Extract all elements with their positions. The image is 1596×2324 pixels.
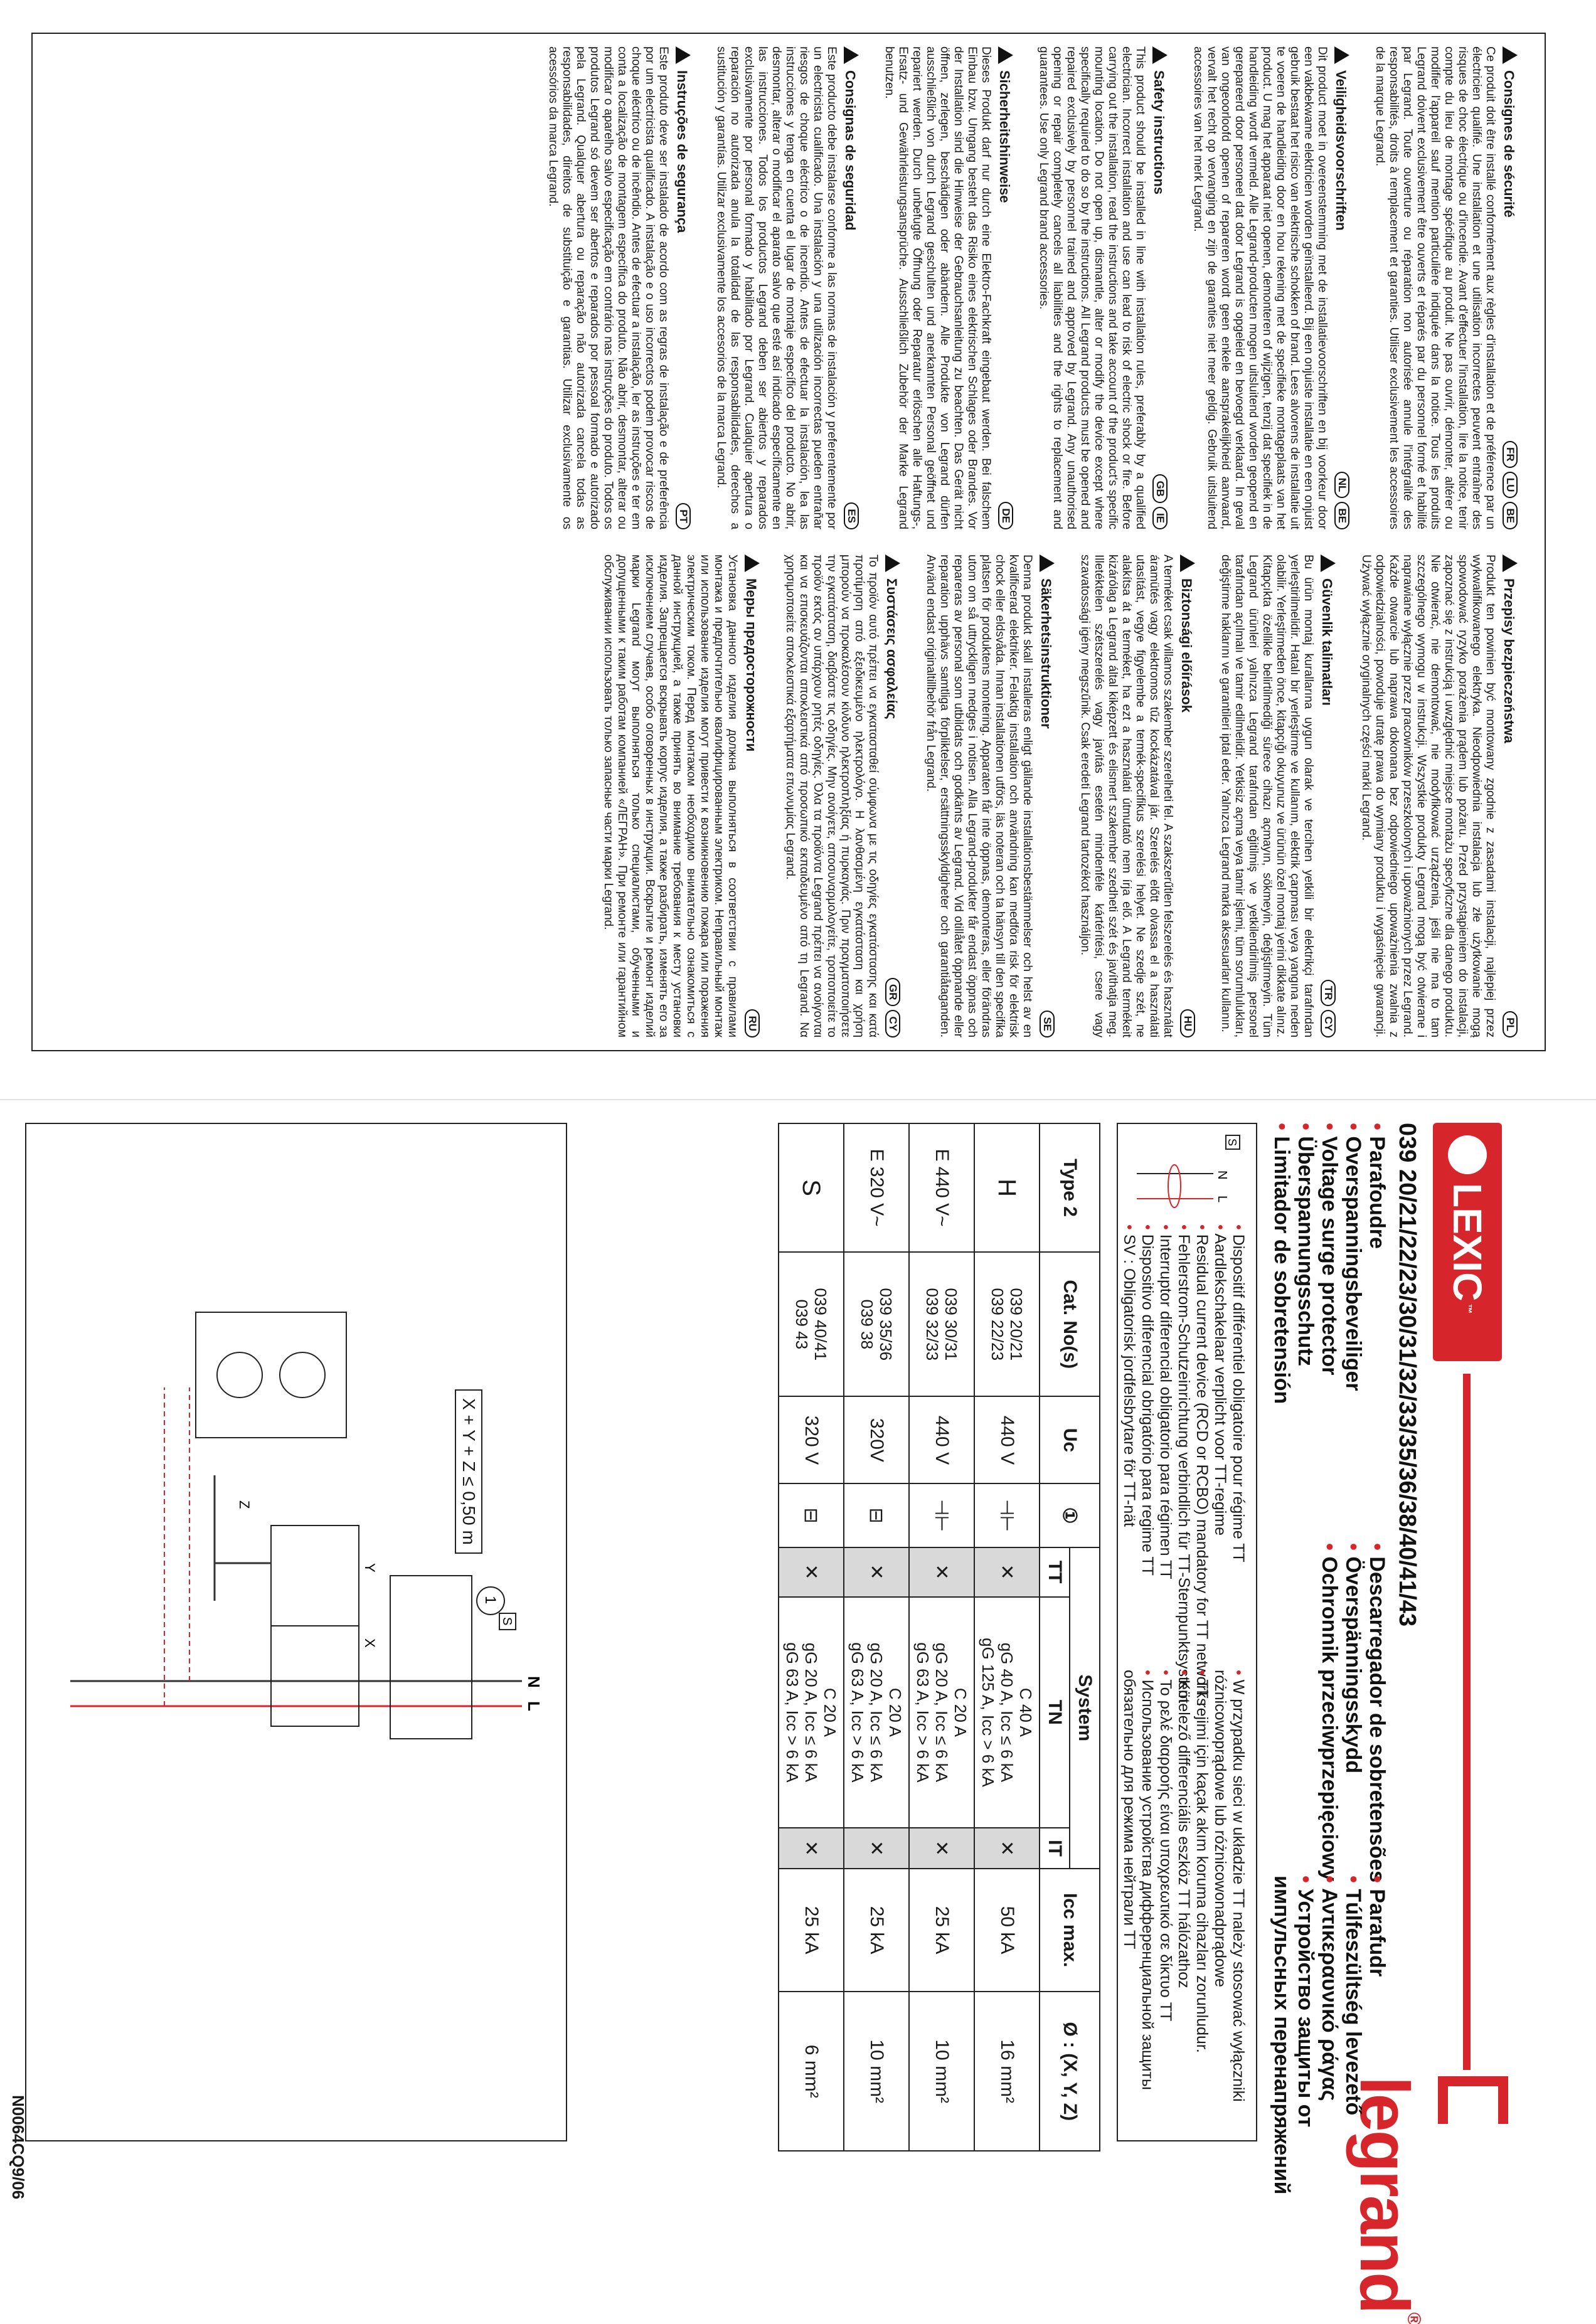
country-code-badge: HU [1180,1009,1195,1037]
symbol-l-label: L [1215,1196,1229,1203]
column-header: Icc max. [1040,1869,1100,1992]
safety-section-body: Dieses Produkt darf nur durch eine Elektro-Fachkraft eingebaut werden. Bei falschem Einbau bzw. Umgang besteht das Risiko eines elektrischen Schlages oder Brandes. Vor der Installation sind die Hinweise der Gebrauchsanleitung zu beachten. Das Gerät nicht öffnen, zerlegen, beschädigen oder abändern. Alle Produkte von Legrand dürfen ausschließlich von durch Legrand geschulten und anerkannten Personal geöffnet und repariert werden. Durch unbefugte Öffnung oder Reparatur erlöschen alle Haftungs-, Ersatz- und Gewährleistungsansprüche. Ausschließlich Zubehör der Marke Legrand benutzen. [883,46,992,529]
lexic-dot-icon [1448,1135,1487,1174]
safety-section [1218,554,1338,1037]
safety-section-header [1333,46,1351,529]
rcd-info-list-1 [1120,1224,1247,1706]
load-box [196,1312,346,1438]
country-codes [1334,472,1349,529]
not-applicable-cell: ✕ [844,1828,909,1868]
table-cell: E 320 V~ [844,1123,909,1252]
safety-section-title: Veiligheidsvoorschriften [1333,70,1349,231]
safety-section [923,554,1056,1037]
safety-section-title: Меры предосторожности [743,578,759,752]
symbol-n-label: N [1215,1170,1229,1180]
safety-section-header [996,46,1015,529]
table-cell: 25 kA [844,1869,909,1992]
rcd-info-line: • Το ρελέ διαρροής είναι υποχρεωτικό σε δίκτυο TT [1156,1670,1174,2140]
country-code-badge: CY [1321,1010,1336,1037]
country-code-badge: BE [1503,502,1518,529]
warning-icon [1180,554,1195,572]
lamp-icon [280,1352,325,1398]
table-cell: E 440 V~ [909,1123,974,1252]
safety-section [714,46,861,529]
safety-section-body: Dit product moet in overeenstemming met de installatievoorschriften en bij voorkeur door een vakbekwame elektricien worden geïnstalleerd. Bij een onjuiste installatie en een onjuist gebruik bestaat het risico van elektrische schokken of brand. Lees alvorens de installatie uit te voeren de handleiding door en hou rekening met de specifieke montageplaats van het product. U mag het apparaat niet openen, demonteren of wijzigen, tenzij dat specifiek in de handleiding wordt vermeld. Alle Legrand-producten mogen uitsluitend worden geopend en gerepareerd door personeel dat door Legrand is opgeleid en bevoegd verklaard. In geval van ongeoorloofd openen of repareren wordt geen enkele aansprakelijkheid aanvaard, vervalt het recht op vervanging en zijn de garanties niet meer geldig. Gebruik uitsluitend accessoires van het merk Legrand. [1191,46,1329,529]
not-applicable-cell: ✕ [909,1547,974,1597]
safety-section-body: A terméket csak villamos szakember szerelheti fel. A szakszerűtlen felszerelés és használat áramütés vagy elektromos tűz kockázatával jár. Szerelés előtt olvassa el a használati utasítást, vegye figyelembe a termék-specifikus szerelési helyet. Ne szedje szét, ne alakítsa át a terméket, ha ezt a használati útmutató nem írja elő. A Legrand termékeit kizárólag a Legrand által kiképzett és elismert szakember szedheti szét és javíthatja meg. Illetéktelen szétszerelés vagy javítás esetén mindenféle kártérítési, csere vagy szavatossági igény megszűnik. Csak eredeti Legrand tartozékot használjon. [1078,554,1174,1037]
safety-section-header [1178,554,1197,1037]
safety-section-body: Το προϊόν αυτό πρέπει να εγκατασταθεί σύμφωνα με τις οδηγίες εγκατάστασης και κατά προτίμηση από εξειδικευμένο ηλεκτρολόγο. Η λανθασμένη εγκατάσταση και χρήση μπορούν να προκαλέσουν κίνδυνο ηλεκτροπληξίας ή πυρκαγιάς. Πριν πραγματοποιήσετε την εγκατάσταση, διαβάστε τις οδηγίες. Μην ανοίγετε, αποσυναρμολογείτε, τροποποιείτε το προϊόν εκτός αν υπάρχουν ρητές οδηγίες. Όλα τα προϊόντα Legrand πρέπει να ανοίγονται και να επισκευάζονται αποκλειστικά από προσωπικό εκπαιδευμένο από τη Legrand. Να χρησιμοποιείτε αποκλειστικά εξαρτήματα επωνυμίας Legrand. [784,554,880,1037]
safety-section-title-wrap [743,554,762,751]
main-breaker-box [390,1576,472,1739]
product-name: • Αντικεραυνικό ράγας [1317,1876,1341,2198]
column-header: Cat. No(s) [1040,1252,1100,1396]
not-applicable-cell: ✕ [974,1547,1040,1597]
fuse-symbol-icon: ⊟ [844,1483,909,1547]
registered-mark: ® [1403,2312,1424,2324]
safety-section-title-wrap [1319,554,1338,706]
safety-section-title-wrap [996,46,1015,203]
product-name: • Parafoudre [1365,1123,1389,1404]
warning-icon [1152,46,1168,64]
safety-section-title-wrap [842,46,861,231]
diagram-label-y: Y [362,1563,378,1573]
safety-section-header [1501,554,1519,1037]
safety-section [1036,46,1169,529]
country-codes [1321,980,1336,1037]
table-cell: 440 V [909,1396,974,1483]
document-reference: N0064CQ9/06 [9,2095,28,2200]
safety-section-header [1319,554,1338,1037]
safety-section [601,554,762,1037]
rcd-info-box [1117,1123,1257,2141]
safety-section-title: Consignes de sécurité [1501,70,1517,218]
safety-section-title: Güvenlik talimatları [1319,578,1335,706]
safety-column-left [58,46,1519,529]
column-header: System [1070,1547,1100,1869]
safety-section-title-wrap [1501,554,1519,743]
safety-section-title: Instruções de segurança [674,70,690,233]
fuse-symbol-icon: ⊟ [779,1483,844,1547]
product-names-col3 [1270,1876,1389,2198]
rcd-info-line: • SV : Obligatorisk jordfelsbrytare för TT-nät [1120,1224,1138,1706]
table-row [779,1123,844,2151]
product-name: • Ochronnik przeciwprzepięciowy [1317,1543,1341,1882]
safety-section-title: Säkerhetsinstruktioner [1038,578,1054,729]
table-cell: H [974,1123,1040,1252]
safety-section-body: Bu ürün montaj kurallarına uygun olarak ve tercihen yetkili bir elektrikçi tarafından yerleştirilmelidir. Hatalı bir yerleştirme ve kullanım, elektrik çarpması veya yangına neden olabilir. Yerleştirmeden önce, kitapçığı okuyunuz ve ürünün özel montaj yerini dikkate alınız. Kitapçıkta özellikle belirtilmediği sürece cihazı açmayın, sökmeyin, değiştirmeyin. Tüm Legrand ürünleri yalnızca Legrand tarafından eğitilmiş ve yetkilendirilmiş personel tarafından açılmalı ve tamir edilmelidir. Yetkisiz açma veya tamir işlemi, tüm sorumlulukları, değiştirme haklarını ve garantileri iptal eder. Yalnızca Legrand marka aksesuarları kullanın. [1219,554,1315,1037]
not-applicable-cell: ✕ [909,1828,974,1868]
safety-section-header [674,46,693,529]
country-code-badge: BE [1334,502,1349,529]
country-codes [1180,1009,1195,1037]
safety-section-title-wrap [1501,46,1519,218]
safety-section-title-wrap [1151,46,1169,194]
rcd-info-line: • Interruptor diferencial obligatorio para régimen TT [1156,1224,1174,1706]
safety-section-header [1038,554,1056,1037]
rcd-symbol-icon [1130,1133,1243,1214]
country-code-badge: CY [885,1010,900,1037]
safety-section-title-wrap [883,554,902,719]
safety-section [1078,554,1197,1037]
safety-section-title: Συστάσεις ασφαλείας [884,578,900,719]
country-codes [1040,1011,1055,1037]
warning-icon [1334,46,1349,64]
system-subheader: TT [1040,1547,1070,1597]
safety-section-header [883,554,902,1037]
rcd-info-line: • Использование устройства дифференциальной защиты обязательно для режима нейтрали TT [1120,1670,1156,2140]
column-header: Ø : (X, Y, Z) [1040,1992,1100,2151]
warning-icon [1040,554,1055,572]
table-cell: 039 30/31 039 32/33 [909,1252,974,1396]
not-applicable-cell: ✕ [779,1828,844,1868]
lexic-logo-text: LEXIC [1445,1183,1490,1302]
table-cell: 25 kA [909,1869,974,1992]
table-cell: C 20 A gG 20 A, Icc ≤ 6 kA gG 63 A, Icc > 6 kA [844,1597,909,1828]
country-codes [676,503,691,529]
country-code-badge: ES [844,502,859,529]
distance-formula: X + Y + Z ≤ 0,50 m [455,1389,482,1554]
country-codes [844,502,859,529]
safety-section-title: Biztonsági előírások [1179,578,1194,713]
safety-section-body: Este producto debe instalarse conforme a las normas de instalación y preferentemente por un electricista cualificado. Una instalación y una utilización incorrectas pueden entrañar riesgos de choque eléctrico o de incendio. Antes de efectuar la instalación, lea las instrucciones y tenga en cuenta el lugar de montaje específico del producto. No abrir, desmontar, alterar o modificar el aparato salvo que esté así indicado específicamente en las instrucciones. Todos los productos Legrand deben ser abiertos y reparados exclusivamente por personal formado y habilitado por Legrand. Cualquier apertura o reparación no autorizada anula la totalidad de las responsabilidades, derechos a sustitución y garantías. Utilizar exclusivamente los accesorios de la marca Legrand. [715,46,838,529]
safety-section-header [743,554,762,1037]
product-name: • Overspanningsbeveiliger [1341,1123,1365,1404]
wiring-diagram-svg [26,1124,566,2140]
warning-icon [745,554,760,572]
wiring-diagram [25,1123,567,2141]
breaker-symbol-icon: ⊣⊢ [974,1483,1040,1547]
country-codes [1503,1011,1518,1037]
country-code-badge: SE [1040,1011,1055,1037]
diagram-label-l: L [524,1701,543,1711]
warning-icon [1503,46,1518,64]
column-header: Uc [1040,1396,1100,1483]
table-cell: 10 mm² [909,1992,974,2151]
country-codes [885,978,900,1037]
diagram-label-z: Z [237,1500,252,1509]
rcd-info-line: • Aardlekschakelaar verplicht voor TT-regime [1211,1224,1229,1706]
safety-section-title: Consignas de seguridad [843,70,858,231]
lexic-logo [1433,1123,1502,1361]
table-cell: 039 20/21 039 22/23 [974,1252,1040,1396]
safety-section-body: Este produto deve ser instalado de acordo com as regras de instalação e de preferência por um electricista qualificado. A instalação e o uso incorrectos podem provocar riscos de choque eléctrico ou de incêndio. Antes de efectuar a instalação, ler as instruções e ter em conta a localização de montagem específica do produto. Não abrir, desmontar, alterar ou modificar o aparelho salvo especificação em contrário nas instruções do produto. Todos os produtos Legrand só devem ser abertos e reparados por pessoal formado e autorizado pela Legrand. Qualquer abertura ou reparação não autorizada cancela todas as responsabilidades, direitos de substituição e garantias. Utilizar exclusivamente os acessórios da marca Legrand. [546,46,670,529]
safety-section [783,554,902,1037]
breaker-marker-label: 1 [482,1596,499,1605]
safety-section-title-wrap [1333,46,1351,231]
column-header: ① [1040,1483,1100,1547]
safety-section-body: This product should be installed in line with installation rules, preferably by a qualified electrician. Incorrect installation and use can lead to risk of electric shock or fire. Before carrying out the installation, read the instructions and take account of the product's specific mounting location. Do not open up, dismantle, alter or modify the device except where specifically required to do so by the instructions. All Legrand products must be opened and repaired exclusively by personnel trained and approved by Legrand. Any unauthorised opening or repair completely cancels all liabilities and the rights to replacement and guarantees. Use only Legrand brand accessories. [1037,46,1147,529]
table-row [974,1123,1040,2151]
rcd-info-line: • Dispositif différentiel obligatoire pour régime TT [1229,1224,1247,1706]
diagram-label-n: N [524,1676,543,1688]
rcd-info-line: • Dispositivo diferencial obrigatório para regime TT [1138,1224,1156,1706]
rcd-info-list-2 [1120,1670,1247,2140]
table-cell: 320 V [779,1396,844,1483]
table-row [844,1123,909,2151]
product-name: • Überspannungsschutz [1294,1123,1317,1404]
fold-line [0,1099,1596,1100]
rcd-info-line: • Kötelező differenciális eszköz TT hálózathoz [1174,1670,1193,2140]
country-codes [745,1009,760,1037]
system-subheader: TN [1040,1597,1070,1828]
country-code-badge: DE [998,502,1013,529]
header-red-bar [1463,1374,1471,2070]
safety-section-body: Produkt ten powinien być montowany zgodnie z zasadami instalacji, najlepiej przez wykwalifikowanego elektryka. Nieodpowiednia instalacja lub złe użytkowanie mogą spowodować ryzyko porażenia prądem lub pożaru. Przed przystąpieniem do instalacji, zapoznać się z instrukcją i uwzględnić miejsce montażu specyficzne dla danego produktu. Nie otwierać, nie demontować, nie modyfikować urządzenia, jeśli nie ma to tam szczególnego wymogu w instrukcji. Wszystkie produkty Legrand mogą być otwierane i naprawiane wyłącznie przez pracowników przeszkolonych i upoważnionych przez Legrand. Każde otwarcie lub naprawa dokonana bez odpowiedniego upoważnienia zwalnia z odpowiedzialności, powoduje utratę prawa do wymiany produktu i wygaśnięcie gwarancji. Używać wyłącznie oryginalnych części marki Legrand. [1359,554,1497,1037]
table-row [909,1123,974,2151]
country-code-badge: PT [676,503,691,529]
rcd-info-line: • TT rejimi için kaçak akım koruma cihazları zorunludur. [1193,1670,1211,2140]
safety-column-right [58,554,1519,1037]
safety-section [546,46,693,529]
safety-section-title-wrap [1038,554,1056,729]
column-header: Type 2 [1040,1123,1100,1252]
safety-section-body: Установка данного изделия должна выполняться в соответствии с правилами монтажа и предпочтительно квалифицированным электриком. Неправильный монтаж или использование изделия могут привести к возникновению пожара или поражения электрическим током. Перед монтажом необходимо внимательно ознакомиться с данной инструкцией, а также принять во внимание требования к месту установки изделия. Запрещается вскрывать корпус изделия, а также разбирать, изменять его за исключением случаев, особо оговоренных в инструкции. Вскрытие и ремонт изделий марки Legrand могут выполняться только специалистами, обученными и допущенными к таким работам компанией «ЛЕГРАН». При ремонте или гарантийном обслуживании использовать только запасные части марки Legrand. [602,554,739,1037]
product-name: • Överspänningsskydd [1341,1543,1365,1882]
country-code-badge: RU [745,1009,760,1037]
safety-section-body: Ce produit doit être installé conformément aux règles d'installation et de préférence par un électricien qualifié. Une installation et une utilisation incorrectes peuvent entraîner des risques de choc électrique ou d'incendie. Avant d'effectuer l'installation, lire la notice, tenir compte du lieu de montage spécifique au produit. Ne pas ouvrir, démonter, altérer ou modifier l'appareil sauf mention particulière indiquée dans la notice. Tous les produits Legrand doivent exclusivement être ouverts et réparés par du personnel formé et habilité par Legrand. Toute ouverture ou réparation non autorisée annule l'intégralité des responsabilités, droits à remplacement et garanties. Utiliser exclusivement les accessoires de la marque Legrand. [1373,46,1497,529]
country-code-badge: PL [1503,1011,1518,1037]
table-cell: C 40 A gG 40 A, Icc ≤ 6 kA gG 125 A, Icc > 6 kA [974,1597,1040,1828]
country-code-badge: IE [1152,507,1168,529]
country-code-badge: NL [1334,472,1349,499]
safety-section [1191,46,1351,529]
warning-icon [676,46,691,64]
warning-icon [844,46,859,64]
table-cell: 440 V [974,1396,1040,1483]
safety-section [882,46,1015,529]
safety-section-body: Denna produkt skall installeras enligt gällande installationsbestämmelser och helst av en kvalificerad elektriker. Felaktig installation och användning kan medföra risk för elektrisk chock eller eldsvåda. Innan installationen utförs, läs noteran och ta hänsyn till den specifika platsen för produktens montering. Apparaten får inte öppnas, demonteras, eller förändras utom om så uttryckligen medges i notisen. Alla Legrand-produkter får endast öppnas och repareras av personal som utbildats och godkänts av Legrand. Vid otillåtet öppnande eller reparation upphävs samtliga förpliktelser, ersättningsskyldigheter och garantiåtaganden. Använd endast originaltillbehör från Legrand. [924,554,1034,1037]
product-name: • Descarregador de sobretensões [1365,1543,1389,1882]
table-header-row [1070,1123,1100,2151]
warning-icon [998,46,1013,64]
table-cell: C 20 A gG 20 A, Icc ≤ 6 kA gG 63 A, Icc > 6 kA [909,1597,974,1828]
diagram-label-x: X [362,1638,378,1648]
safety-instructions-frame [31,33,1546,1051]
table-cell: 25 kA [779,1869,844,1992]
table-cell: 320V [844,1396,909,1483]
legrand-mark-icon [1438,2076,1508,2124]
country-code-badge: TR [1321,980,1336,1007]
table-cell: C 20 A gG 20 A, Icc ≤ 6 kA gG 63 A, Icc > 6 kA [779,1597,844,1828]
country-codes [998,502,1013,529]
legrand-logo-text: legrand [1346,2076,1423,2313]
country-code-badge: GR [885,978,900,1007]
product-name: • Устройство защиты от импульсных перенапряжений [1270,1876,1317,2198]
safety-section-header [1501,46,1519,529]
safety-section-title: Sicherheitshinweise [997,70,1013,203]
country-codes [1152,474,1168,529]
safety-section-header [1151,46,1169,529]
safety-section-title-wrap [674,46,693,233]
not-applicable-cell: ✕ [974,1828,1040,1868]
warning-icon [1503,554,1518,572]
part-numbers: 039 20/21/22/23/30/31/32/33/35/36/38/40/41/43 [1394,1123,1420,1626]
table-cell: 50 kA [974,1869,1040,1992]
product-name: • Parafudr [1365,1876,1389,2198]
safety-section-title: Przepisy bezpieczeństwa [1501,578,1517,743]
table-cell: 6 mm² [779,1992,844,2151]
country-code-badge: FR [1503,441,1518,468]
motor-icon [217,1352,262,1398]
safety-section-title-wrap [1178,554,1197,713]
warning-icon [885,554,900,572]
rcd-info-line: • Fehlerstrom-Schutzeinrichtung verbindlich für TT-Sternpunktsystem [1174,1224,1193,1706]
breaker-symbol-icon: ⊣⊢ [909,1483,974,1547]
table-cell: 039 40/41 039 43 [779,1252,844,1396]
system-subheader: IT [1040,1828,1070,1868]
not-applicable-cell: ✕ [779,1547,844,1597]
diagram-label-s: S [500,1617,514,1626]
product-name: • Limitador de sobretensión [1270,1123,1294,1404]
safety-section [1359,554,1519,1037]
country-code-badge: GB [1152,474,1168,503]
country-code-badge: LU [1503,472,1518,499]
lexic-tm: ™ [1462,1303,1473,1314]
product-names-col2 [1317,1543,1389,1882]
specification-table [778,1123,1100,2152]
table-cell: 16 mm² [974,1992,1040,2151]
table-cell: 10 mm² [844,1992,909,2151]
symbol-s-label: S [1226,1138,1238,1147]
product-names-col1 [1270,1123,1389,1404]
rcd-info-line: • Residual current device (RCD or RCBO) mandatory for TT networks [1193,1224,1211,1706]
table-cell: 039 35/36 039 38 [844,1252,909,1396]
safety-section-header [842,46,861,529]
safety-section [1373,46,1519,529]
product-name: • Voltage surge protector [1317,1123,1341,1404]
safety-section-title: Safety instructions [1151,70,1167,195]
rcd-info-line: • W przypadku sieci w układzie TT należy stosować wyłączniki różnicowoprądowe lub różnicowonadprądowe [1211,1670,1247,2140]
not-applicable-cell: ✕ [844,1547,909,1597]
country-codes [1503,441,1518,529]
warning-icon [1321,554,1336,572]
product-name: • Túlfeszültség levezető [1341,1876,1365,2198]
table-cell: S [779,1123,844,1252]
